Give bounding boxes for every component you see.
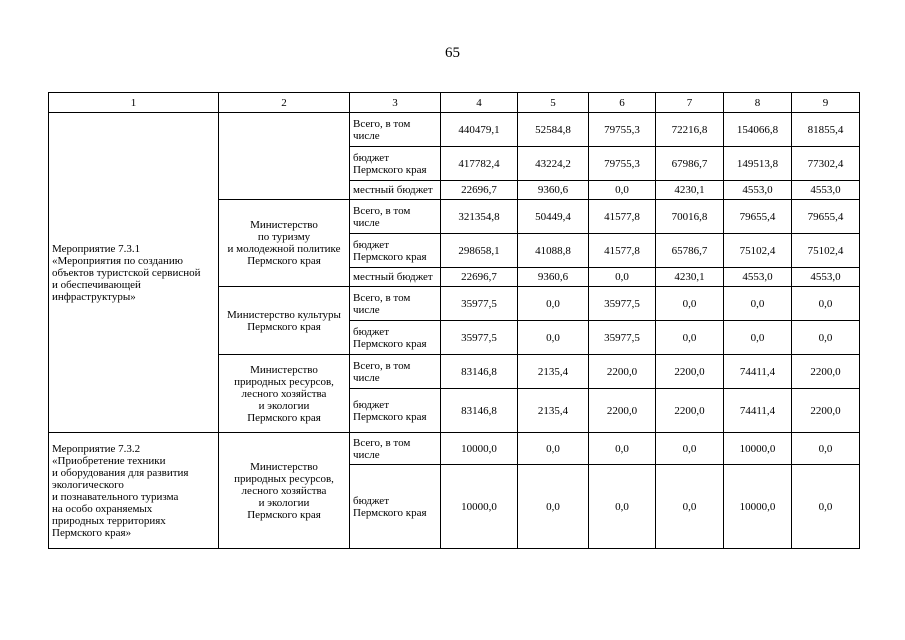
value-cell: 4553,0 <box>724 268 792 287</box>
value-cell: 0,0 <box>656 321 724 355</box>
value-cell: 2200,0 <box>656 389 724 433</box>
value-cell: 10000,0 <box>441 433 518 465</box>
value-cell: 9360,6 <box>518 268 589 287</box>
value-cell: 77302,4 <box>792 147 860 181</box>
funding-source-cell: Всего, в том числе <box>350 113 441 147</box>
value-cell: 0,0 <box>518 465 589 549</box>
value-cell: 79655,4 <box>792 200 860 234</box>
value-cell: 4553,0 <box>792 181 860 200</box>
value-cell: 50449,4 <box>518 200 589 234</box>
funding-source-cell: местный бюджет <box>350 268 441 287</box>
value-cell: 2200,0 <box>792 355 860 389</box>
value-cell: 2135,4 <box>518 355 589 389</box>
column-header: 6 <box>589 93 656 113</box>
value-cell: 0,0 <box>792 465 860 549</box>
value-cell: 2200,0 <box>589 389 656 433</box>
value-cell: 0,0 <box>792 287 860 321</box>
value-cell: 149513,8 <box>724 147 792 181</box>
event-cell: Мероприятие 7.3.2 «Приобретение техники и оборудования для развития экологического и познавательного туризма на особо охраняемых природных территориях Пермского края» <box>49 433 219 549</box>
value-cell: 74411,4 <box>724 389 792 433</box>
value-cell: 75102,4 <box>724 234 792 268</box>
value-cell: 35977,5 <box>589 321 656 355</box>
value-cell: 0,0 <box>724 321 792 355</box>
funding-source-cell: Всего, в том числе <box>350 433 441 465</box>
value-cell: 35977,5 <box>589 287 656 321</box>
funding-source-cell: бюджет Пермского края <box>350 147 441 181</box>
funding-source-cell: бюджет Пермского края <box>350 234 441 268</box>
value-cell: 10000,0 <box>441 465 518 549</box>
value-cell: 79755,3 <box>589 147 656 181</box>
value-cell: 417782,4 <box>441 147 518 181</box>
funding-source-cell: бюджет Пермского края <box>350 389 441 433</box>
value-cell: 41577,8 <box>589 200 656 234</box>
funding-source-cell: бюджет Пермского края <box>350 321 441 355</box>
value-cell: 70016,8 <box>656 200 724 234</box>
value-cell: 4553,0 <box>792 268 860 287</box>
value-cell: 298658,1 <box>441 234 518 268</box>
value-cell: 440479,1 <box>441 113 518 147</box>
value-cell: 35977,5 <box>441 287 518 321</box>
column-header: 7 <box>656 93 724 113</box>
value-cell: 67986,7 <box>656 147 724 181</box>
value-cell: 0,0 <box>589 465 656 549</box>
value-cell: 41577,8 <box>589 234 656 268</box>
table-row <box>49 433 860 465</box>
value-cell: 0,0 <box>589 181 656 200</box>
header-row <box>49 93 860 113</box>
funding-source-cell: Всего, в том числе <box>350 200 441 234</box>
funding-source-cell: Всего, в том числе <box>350 287 441 321</box>
value-cell: 41088,8 <box>518 234 589 268</box>
value-cell: 81855,4 <box>792 113 860 147</box>
value-cell: 0,0 <box>518 321 589 355</box>
value-cell: 154066,8 <box>724 113 792 147</box>
value-cell: 0,0 <box>792 321 860 355</box>
value-cell: 0,0 <box>792 433 860 465</box>
responsible-cell: Министерство природных ресурсов, лесного хозяйства и экологии Пермского края <box>219 433 350 549</box>
responsible-cell <box>219 113 350 200</box>
value-cell: 72216,8 <box>656 113 724 147</box>
page-number: 65 <box>445 45 460 61</box>
column-header: 2 <box>219 93 350 113</box>
value-cell: 43224,2 <box>518 147 589 181</box>
value-cell: 10000,0 <box>724 465 792 549</box>
value-cell: 4230,1 <box>656 268 724 287</box>
value-cell: 22696,7 <box>441 268 518 287</box>
value-cell: 0,0 <box>656 433 724 465</box>
column-header: 5 <box>518 93 589 113</box>
column-header: 9 <box>792 93 860 113</box>
budget-table <box>48 92 860 549</box>
value-cell: 35977,5 <box>441 321 518 355</box>
column-header: 8 <box>724 93 792 113</box>
column-header: 4 <box>441 93 518 113</box>
value-cell: 0,0 <box>589 268 656 287</box>
value-cell: 79655,4 <box>724 200 792 234</box>
table-row <box>49 113 860 147</box>
column-header: 1 <box>49 93 219 113</box>
value-cell: 2200,0 <box>589 355 656 389</box>
value-cell: 0,0 <box>656 287 724 321</box>
responsible-cell: Министерство культуры Пермского края <box>219 287 350 355</box>
value-cell: 65786,7 <box>656 234 724 268</box>
value-cell: 0,0 <box>518 287 589 321</box>
value-cell: 52584,8 <box>518 113 589 147</box>
value-cell: 321354,8 <box>441 200 518 234</box>
value-cell: 0,0 <box>656 465 724 549</box>
value-cell: 9360,6 <box>518 181 589 200</box>
value-cell: 83146,8 <box>441 355 518 389</box>
value-cell: 2200,0 <box>792 389 860 433</box>
value-cell: 74411,4 <box>724 355 792 389</box>
funding-source-cell: бюджет Пермского края <box>350 465 441 549</box>
value-cell: 2200,0 <box>656 355 724 389</box>
value-cell: 0,0 <box>589 433 656 465</box>
value-cell: 2135,4 <box>518 389 589 433</box>
value-cell: 10000,0 <box>724 433 792 465</box>
value-cell: 22696,7 <box>441 181 518 200</box>
value-cell: 0,0 <box>724 287 792 321</box>
event-cell: Мероприятие 7.3.1 «Мероприятия по созданию объектов туристской сервисной и обеспечивающей инфраструктуры» <box>49 113 219 433</box>
value-cell: 4230,1 <box>656 181 724 200</box>
responsible-cell: Министерство природных ресурсов, лесного хозяйства и экологии Пермского края <box>219 355 350 433</box>
value-cell: 83146,8 <box>441 389 518 433</box>
column-header: 3 <box>350 93 441 113</box>
funding-source-cell: Всего, в том числе <box>350 355 441 389</box>
value-cell: 0,0 <box>518 433 589 465</box>
value-cell: 79755,3 <box>589 113 656 147</box>
responsible-cell: Министерство по туризму и молодежной политике Пермского края <box>219 200 350 287</box>
value-cell: 4553,0 <box>724 181 792 200</box>
value-cell: 75102,4 <box>792 234 860 268</box>
funding-source-cell: местный бюджет <box>350 181 441 200</box>
